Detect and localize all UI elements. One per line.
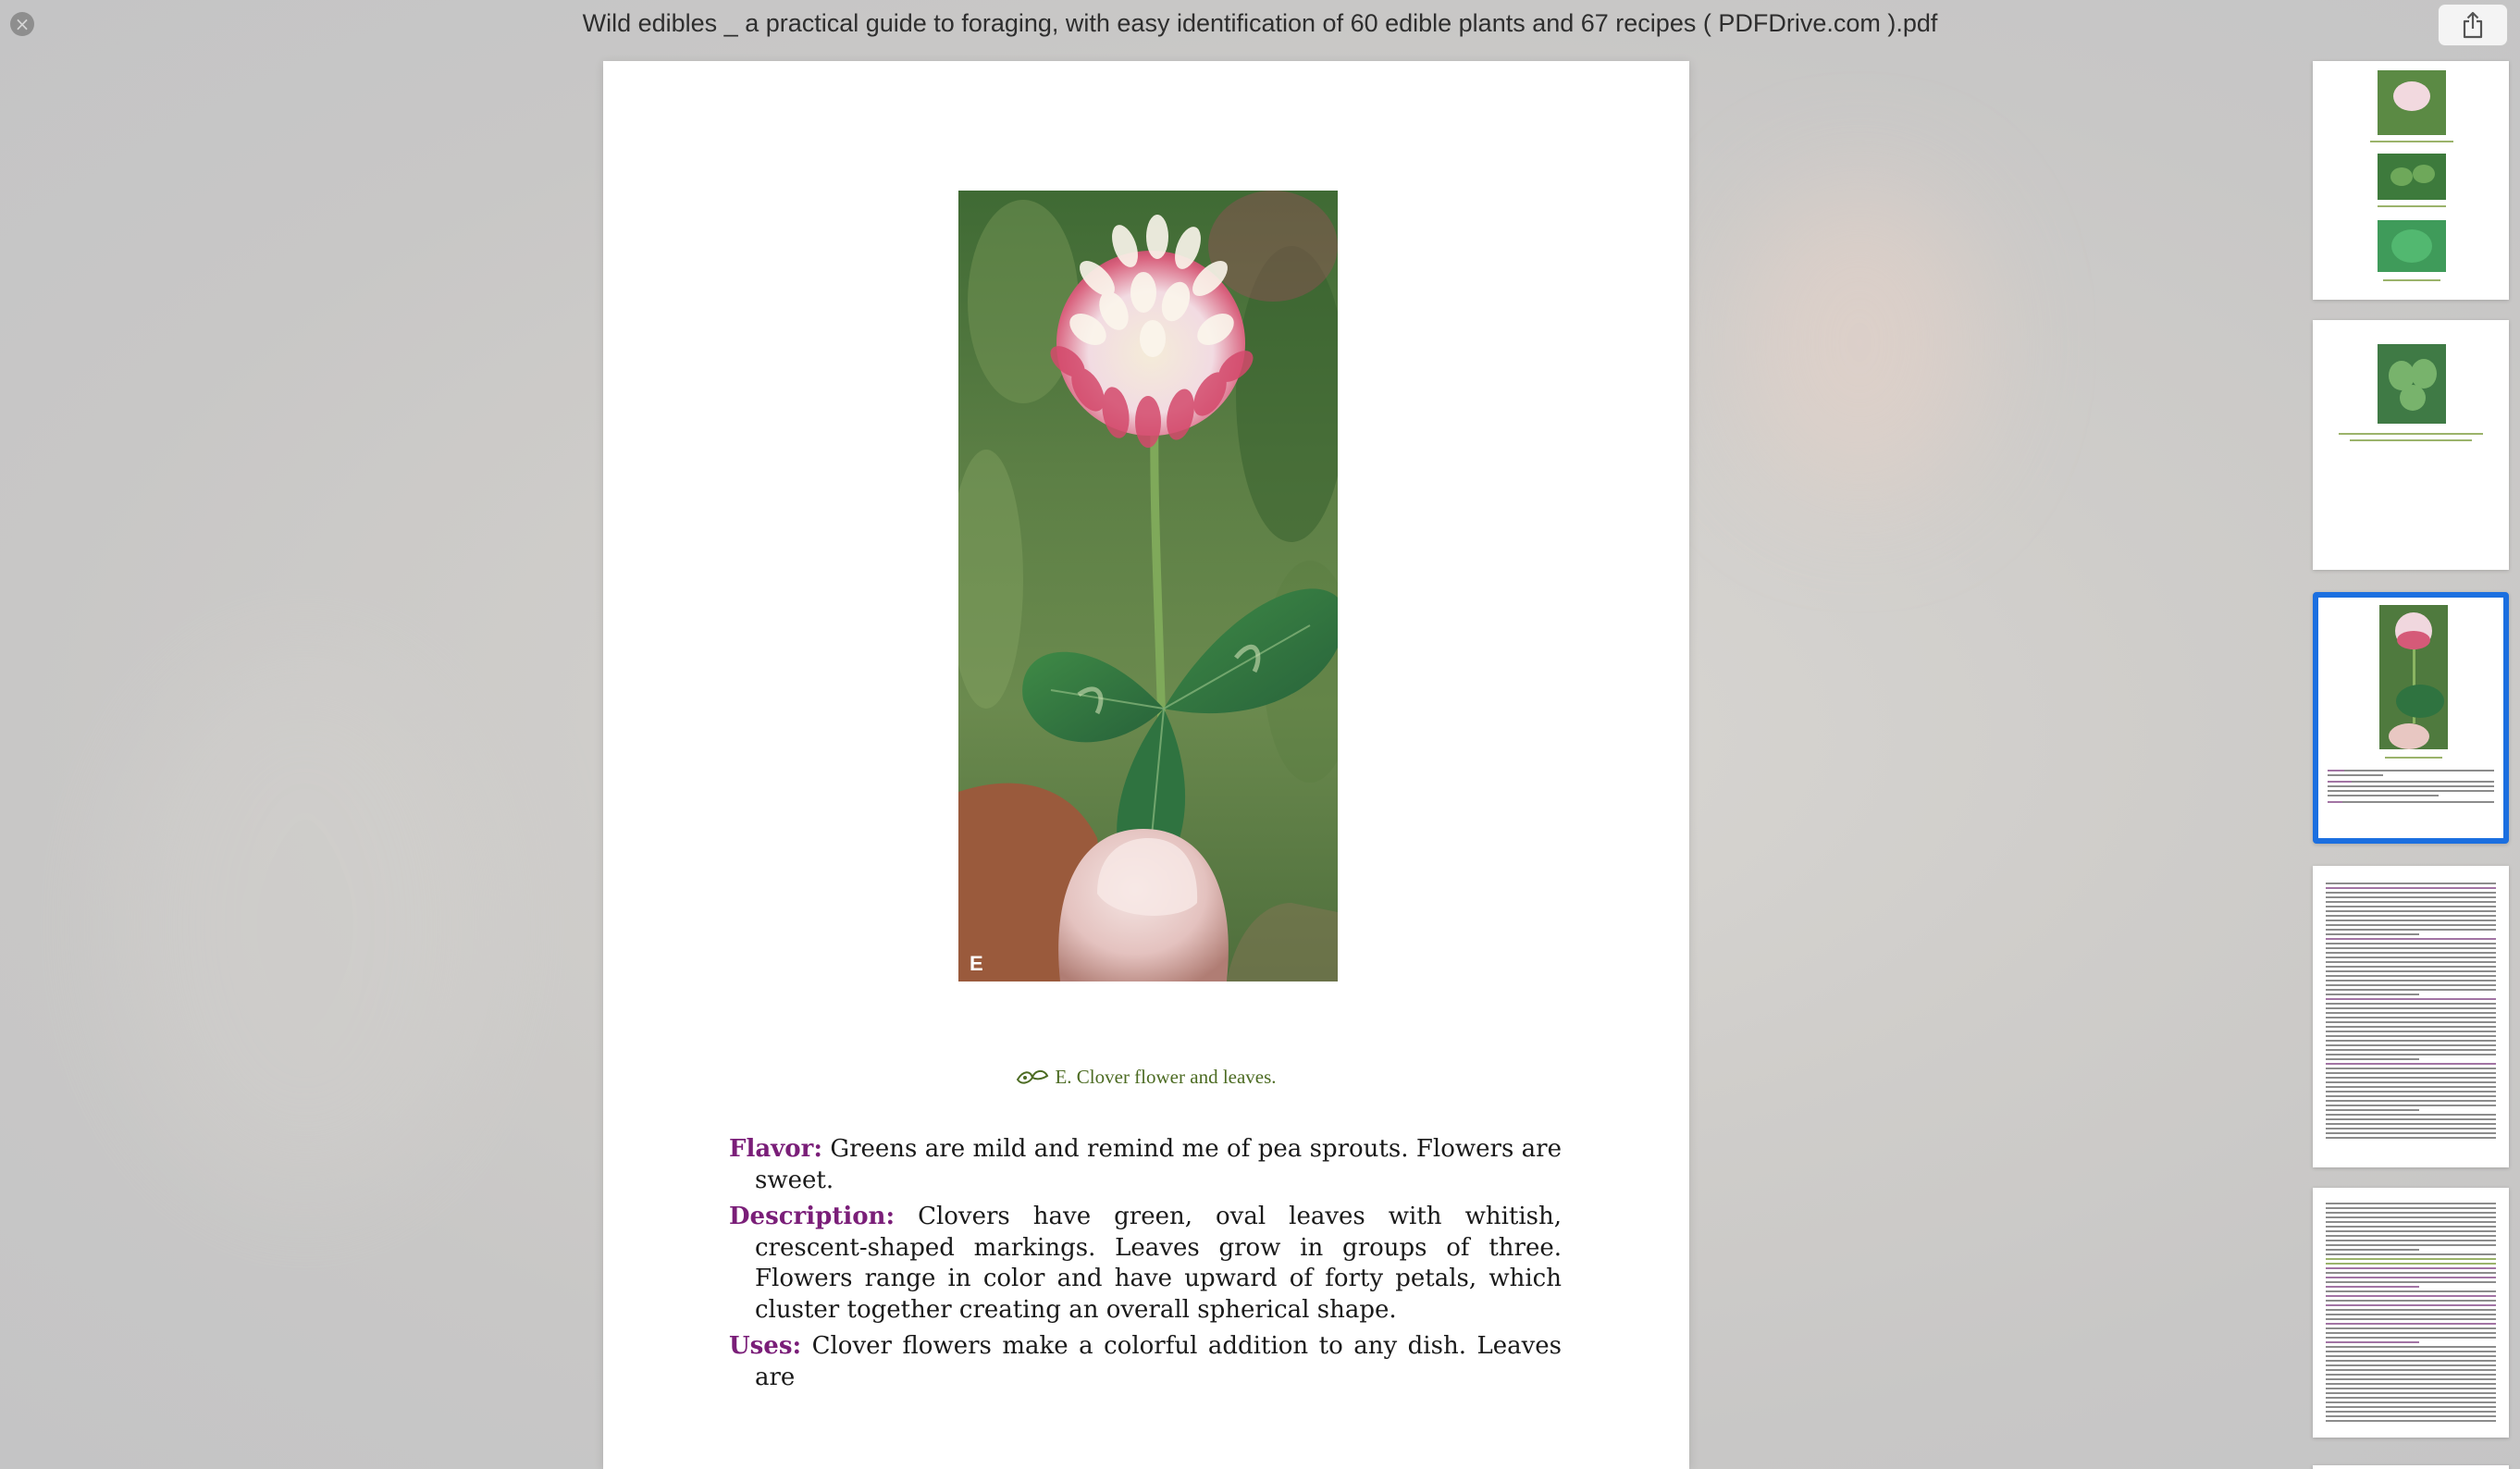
thumbnail-text-line	[2326, 1077, 2496, 1079]
thumbnail-text-line	[2326, 933, 2419, 935]
thumbnail-text-line	[2326, 1207, 2496, 1209]
thumbnail-text-line	[2326, 1216, 2496, 1218]
thumbnail-text-line	[2326, 896, 2496, 898]
share-button[interactable]	[2438, 4, 2508, 46]
thumbnail-text-line	[2326, 1346, 2496, 1348]
page-thumbnail[interactable]	[2313, 61, 2509, 300]
thumbnail-text-line	[2326, 994, 2419, 995]
paragraph-text: Clover flowers make a colorful addition to any dish. Leaves are	[755, 1332, 1563, 1391]
thumbnail-text-line	[2326, 1258, 2496, 1260]
thumbnail-text-line	[2326, 1007, 2496, 1009]
page-thumbnail[interactable]	[2313, 866, 2509, 1167]
thumbnail-text-line	[2326, 1058, 2419, 1060]
term-label: Flavor:	[729, 1135, 822, 1163]
thumbnail-text-line	[2326, 1226, 2496, 1228]
thumbnail-text-line	[2326, 1406, 2496, 1408]
leaf-ornament-icon	[1016, 1067, 1049, 1087]
thumbnail-text-line	[2326, 1026, 2496, 1028]
thumbnail-text-line	[2326, 906, 2496, 907]
thumbnail-text-line	[2326, 901, 2496, 903]
thumbnail-text-line	[2326, 1286, 2419, 1288]
share-icon	[2461, 11, 2485, 39]
thumbnail-text-line	[2326, 1392, 2496, 1394]
thumbnail-text-line	[2326, 998, 2496, 1000]
paragraph-uses	[729, 1331, 1562, 1393]
thumbnail-text-line	[2326, 1267, 2496, 1269]
thumbnail-text-line	[2326, 924, 2496, 926]
thumbnail-text-line	[2326, 1040, 2496, 1042]
thumbnail-text-line	[2326, 1095, 2496, 1097]
thumbnail-text-line	[2326, 892, 2496, 894]
thumbnail-text-line	[2326, 1309, 2496, 1311]
thumbnail-text-line	[2326, 1230, 2496, 1232]
clover-photo	[958, 191, 1338, 981]
thumbnail-text-line	[2326, 1272, 2496, 1274]
thumbnail-text-line	[2326, 961, 2496, 963]
thumbnail-text-line	[2326, 915, 2496, 917]
thumbnail-text-line	[2326, 1351, 2496, 1352]
thumbnail-text-line	[2326, 1212, 2496, 1214]
thumbnail-text-line	[2326, 1332, 2496, 1334]
thumbnail-text-line	[2326, 1086, 2496, 1088]
thumbnail-text-line	[2326, 980, 2496, 981]
thumbnail-text-line	[2326, 1118, 2496, 1120]
thumbnail-text-block	[2313, 1465, 2509, 1469]
thumbnail-text-line	[2326, 1323, 2496, 1325]
thumbnail-text-line	[2326, 1397, 2496, 1399]
thumbnail-text-line	[2326, 1374, 2496, 1376]
thumbnail-text-line	[2326, 1277, 2496, 1278]
thumbnail-text-block	[2313, 1188, 2509, 1422]
term-label: Description:	[729, 1203, 896, 1230]
thumbnail-text-line	[2326, 1114, 2496, 1116]
thumbnail-text-line	[2326, 1290, 2496, 1292]
thumbnail-text-line	[2326, 989, 2496, 991]
thumbnail-text-line	[2326, 1240, 2496, 1241]
thumbnail-text-line	[2326, 1304, 2496, 1306]
thumbnail-text-line	[2326, 1235, 2496, 1237]
thumbnail-text-line	[2326, 1128, 2496, 1130]
thumbnail-text-line	[2326, 938, 2496, 940]
thumbnail-text-line	[2326, 1035, 2496, 1037]
close-icon[interactable]: ×	[10, 12, 34, 36]
background-glow	[1739, 185, 1980, 500]
thumbnail-text-line	[2326, 1012, 2496, 1014]
thumbnail-text-block	[2313, 866, 2509, 1139]
thumbnail-text-line	[2326, 966, 2496, 968]
title-bar	[0, 0, 2520, 54]
term-label: Uses:	[729, 1332, 802, 1360]
caption-text: E. Clover flower and leaves.	[1055, 1066, 1277, 1088]
thumbnail-text-line	[2326, 929, 2496, 931]
thumbnail-text-line	[2326, 920, 2496, 921]
page-thumbnail[interactable]	[2313, 320, 2509, 570]
thumbnail-text-line	[2326, 947, 2496, 949]
paragraph-flavor	[729, 1134, 1562, 1196]
thumbnail-sidebar[interactable]	[2309, 54, 2520, 1469]
thumbnail-text-line	[2326, 1249, 2419, 1251]
paragraph-description	[729, 1202, 1562, 1326]
thumbnail-text-line	[2326, 1281, 2496, 1283]
window-title: Wild edibles _ a practical guide to foraging, with easy identification of 60 edible plants and 67 recipes ( PDFDrive.com ).pdf	[582, 9, 1938, 37]
page-thumbnail-selected[interactable]	[2313, 592, 2509, 844]
thumbnail-text-line	[2326, 1263, 2496, 1265]
thumbnail-text-line	[2326, 957, 2496, 958]
thumbnail-text-line	[2326, 1337, 2496, 1339]
thumbnail-text-line	[2326, 1360, 2496, 1362]
thumbnail-text-line	[2326, 1314, 2496, 1315]
paragraph-text: Clovers have green, oval leaves with whitish, crescent-shaped markings. Leaves grow in groups of three. Flowers range in color and have upward of forty petals, which cluster together creating an overall spherical shape.	[755, 1203, 1562, 1324]
page-thumbnail[interactable]	[2313, 1465, 2509, 1469]
thumbnail-text-line	[2326, 1388, 2496, 1389]
thumbnail-text-line	[2326, 1383, 2496, 1385]
page-thumbnail[interactable]	[2313, 1188, 2509, 1438]
thumbnail-text-line	[2326, 1401, 2496, 1403]
thumbnail-text-line	[2326, 1221, 2496, 1223]
thumbnail-text-line	[2326, 1123, 2496, 1125]
thumbnail-text-line	[2326, 883, 2496, 884]
thumbnail-text-line	[2326, 887, 2496, 889]
thumbnail-text-line	[2326, 943, 2496, 944]
thumbnail-text-line	[2326, 1063, 2496, 1065]
thumbnail-text-line	[2326, 1044, 2496, 1046]
thumbnail-text-line	[2326, 1109, 2419, 1111]
thumbnail-text-line	[2326, 1072, 2496, 1074]
thumbnail-text-line	[2326, 1364, 2496, 1366]
thumbnail-text-line	[2326, 984, 2496, 986]
thumbnail-text-line	[2326, 1411, 2496, 1413]
thumbnail-text-line	[2326, 1137, 2496, 1139]
thumbnail-text-line	[2326, 1300, 2496, 1302]
thumbnail-text-line	[2326, 1105, 2496, 1106]
thumbnail-text-line	[2326, 1049, 2496, 1051]
thumbnail-text-line	[2326, 910, 2496, 912]
photo-caption	[603, 1066, 1689, 1089]
thumbnail-text-line	[2326, 1003, 2496, 1005]
thumbnail-text-line	[2326, 1054, 2496, 1055]
thumbnail-text-line	[2326, 1369, 2496, 1371]
paragraph-text: Greens are mild and remind me of pea sprouts. Flowers are sweet.	[755, 1135, 1562, 1194]
thumbnail-text-line	[2326, 1244, 2496, 1246]
thumbnail-text-line	[2326, 1355, 2496, 1357]
thumbnail-text-line	[2326, 1017, 2496, 1018]
thumbnail-text-line	[2326, 1132, 2496, 1134]
thumbnail-text-line	[2326, 952, 2496, 954]
thumbnail-text-line	[2326, 1295, 2496, 1297]
thumbnail-text-line	[2326, 1253, 2496, 1255]
photo-label: E	[970, 952, 983, 975]
thumbnail-text-line	[2326, 1100, 2496, 1102]
thumbnail-text-line	[2326, 1081, 2496, 1083]
thumbnail-text-line	[2326, 1341, 2419, 1343]
thumbnail-text-line	[2326, 1420, 2496, 1422]
thumbnail-text-line	[2326, 1091, 2496, 1092]
thumbnail-text-line	[2326, 975, 2496, 977]
thumbnail-text-line	[2326, 1031, 2496, 1032]
thumbnail-text-line	[2326, 1021, 2496, 1023]
document-page	[603, 61, 1689, 1469]
thumbnail-text-line	[2326, 1327, 2496, 1329]
thumbnail-text-line	[2326, 1318, 2496, 1320]
thumbnail-text-line	[2326, 1068, 2496, 1069]
background-glow	[111, 648, 500, 1203]
thumbnail-text-line	[2326, 1415, 2496, 1417]
thumbnail-text-line	[2326, 1203, 2496, 1204]
thumbnail-text-line	[2326, 1378, 2496, 1380]
thumbnail-text-line	[2326, 970, 2496, 972]
